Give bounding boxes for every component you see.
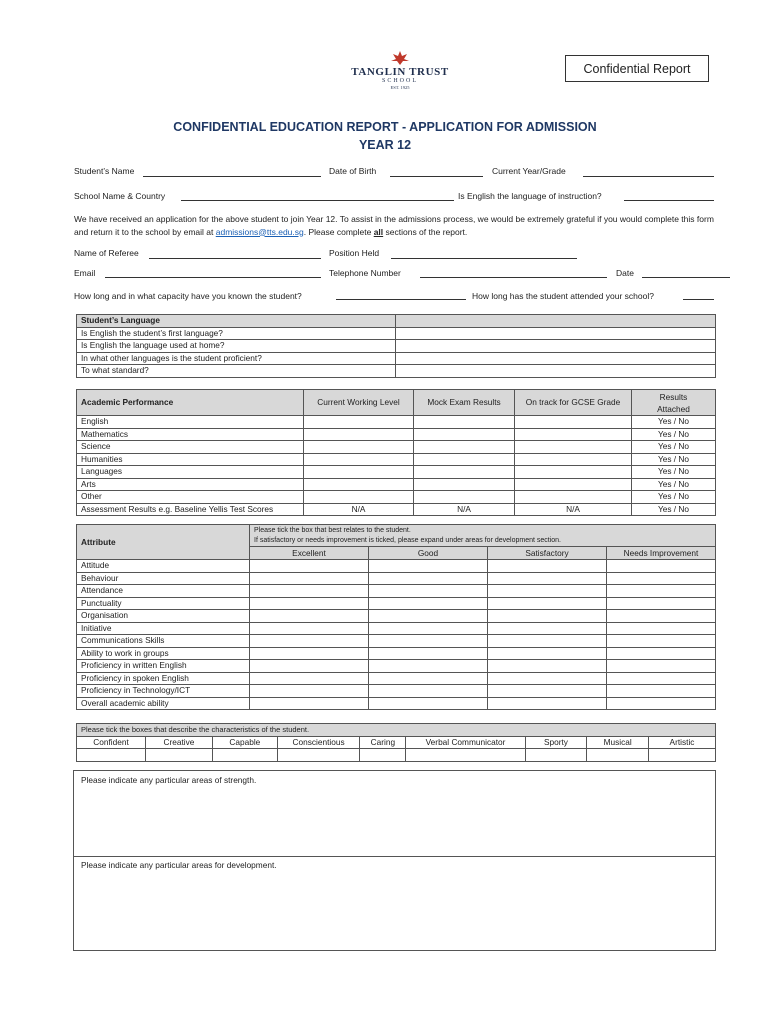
cell[interactable] [515, 491, 632, 504]
tick-cell[interactable] [488, 610, 607, 623]
table-row [77, 685, 716, 698]
tick-cell[interactable] [369, 647, 488, 660]
date-label: Date [616, 268, 634, 278]
attribute-label: Overall academic ability [77, 697, 250, 710]
tick-cell[interactable] [488, 685, 607, 698]
cell[interactable] [414, 491, 515, 504]
table-row [77, 340, 716, 353]
language-question: Is English the language used at home? [77, 340, 396, 353]
academic-header: On track for GCSE Grade [515, 390, 632, 416]
language-answer-cell[interactable] [396, 352, 716, 365]
position-held-label: Position Held [329, 248, 380, 258]
current-year-label: Current Year/Grade [492, 166, 566, 176]
results-attached[interactable]: Yes / No [632, 491, 716, 504]
telephone-field[interactable] [420, 277, 607, 278]
tick-cell[interactable] [369, 560, 488, 573]
tick-cell[interactable] [250, 672, 369, 685]
characteristic-label: Musical [587, 736, 649, 749]
tick-cell[interactable] [488, 635, 607, 648]
attribute-label: Organisation [77, 610, 250, 623]
language-answer-cell[interactable] [396, 327, 716, 340]
language-answer-cell[interactable] [396, 340, 716, 353]
tick-cell[interactable] [369, 610, 488, 623]
characteristics-instruction: Please tick the boxes that describe the characteristics of the student. [77, 724, 716, 737]
tick-cell[interactable] [369, 622, 488, 635]
academic-header: Results Attached [632, 390, 716, 416]
characteristics-table [76, 723, 716, 762]
tick-cell[interactable] [607, 697, 716, 710]
tick-cell[interactable] [488, 622, 607, 635]
subject-label: English [77, 416, 304, 429]
tick-cell[interactable] [250, 635, 369, 648]
table-row [77, 572, 716, 585]
tick-cell[interactable] [607, 622, 716, 635]
english-instruction-label: Is English the language of instruction? [458, 191, 602, 201]
tick-cell[interactable] [369, 597, 488, 610]
table-row [77, 491, 716, 504]
academic-header: Academic Performance [77, 390, 304, 416]
language-table [76, 314, 716, 378]
cell[interactable] [304, 441, 414, 454]
column-header: Needs Improvement [607, 547, 716, 560]
table-row [77, 560, 716, 573]
attribute-instruction: Please tick the box that best relates to the student. If satisfactory or needs improvement is ticked, please expand under areas for development section. [250, 525, 716, 547]
table-row [77, 352, 716, 365]
column-header: Excellent [250, 547, 369, 560]
academic-header: Mock Exam Results [414, 390, 515, 416]
results-attached[interactable]: Yes / No [632, 453, 716, 466]
table-row [77, 453, 716, 466]
subject-label: Arts [77, 478, 304, 491]
cell[interactable] [414, 466, 515, 479]
table-row [77, 697, 716, 710]
attribute-label: Attendance [77, 585, 250, 598]
cell: N/A [414, 503, 515, 516]
subject-label: Mathematics [77, 428, 304, 441]
cell[interactable] [515, 428, 632, 441]
attribute-table [76, 524, 716, 710]
referee-name-field[interactable] [149, 258, 321, 259]
telephone-label: Telephone Number [329, 268, 401, 278]
characteristic-tick-cell[interactable] [649, 749, 716, 762]
email-field[interactable] [105, 277, 321, 278]
cell[interactable] [414, 428, 515, 441]
cell[interactable] [304, 453, 414, 466]
tick-cell[interactable] [607, 572, 716, 585]
cell[interactable] [414, 478, 515, 491]
tick-cell[interactable] [607, 597, 716, 610]
tick-cell[interactable] [250, 597, 369, 610]
results-attached[interactable]: Yes / No [632, 478, 716, 491]
tick-cell[interactable] [488, 660, 607, 673]
language-question: Is English the student’s first language? [77, 327, 396, 340]
attended-school-field[interactable] [683, 299, 714, 300]
attribute-label: Attitude [77, 560, 250, 573]
attribute-label: Punctuality [77, 597, 250, 610]
logo-est: EST. 1925 [390, 85, 410, 90]
attribute-label: Communications Skills [77, 635, 250, 648]
characteristic-tick-cell[interactable] [406, 749, 525, 762]
characteristic-tick-cell[interactable] [360, 749, 406, 762]
results-attached[interactable]: Yes / No [632, 428, 716, 441]
tick-cell[interactable] [369, 572, 488, 585]
cell[interactable] [414, 441, 515, 454]
subject-label: Languages [77, 466, 304, 479]
dob-label: Date of Birth [329, 166, 377, 176]
attribute-label: Ability to work in groups [77, 647, 250, 660]
tick-cell[interactable] [488, 647, 607, 660]
column-header: Good [369, 547, 488, 560]
results-attached[interactable]: Yes / No [632, 441, 716, 454]
table-row [77, 585, 716, 598]
characteristic-label: Capable [212, 736, 277, 749]
known-student-field[interactable] [336, 299, 466, 300]
attribute-label: Behaviour [77, 572, 250, 585]
language-question: To what standard? [77, 365, 396, 378]
attribute-header: Attribute [77, 525, 250, 560]
attribute-label: Initiative [77, 622, 250, 635]
cell[interactable] [414, 416, 515, 429]
table-row [77, 503, 716, 516]
table-row [77, 660, 716, 673]
table-row [77, 622, 716, 635]
characteristic-label: Verbal Communicator [406, 736, 525, 749]
results-attached[interactable]: Yes / No [632, 503, 716, 516]
cell: N/A [304, 503, 414, 516]
column-header: Satisfactory [488, 547, 607, 560]
student-name-label: Student’s Name [74, 166, 135, 176]
characteristic-tick-cell[interactable] [277, 749, 360, 762]
characteristic-tick-cell[interactable] [212, 749, 277, 762]
cell[interactable] [414, 453, 515, 466]
characteristic-label: Artistic [649, 736, 716, 749]
academic-header: Current Working Level [304, 390, 414, 416]
table-row [77, 441, 716, 454]
table-row [77, 647, 716, 660]
table-row [77, 610, 716, 623]
tick-cell[interactable] [250, 610, 369, 623]
tick-cell[interactable] [250, 572, 369, 585]
tick-cell[interactable] [607, 585, 716, 598]
attribute-label: Proficiency in written English [77, 660, 250, 673]
tick-cell[interactable] [488, 585, 607, 598]
characteristic-tick-cell[interactable] [77, 749, 146, 762]
table-row [77, 597, 716, 610]
characteristic-tick-cell[interactable] [146, 749, 213, 762]
subject-label: Other [77, 491, 304, 504]
tick-cell[interactable] [607, 647, 716, 660]
tick-cell[interactable] [369, 660, 488, 673]
cell[interactable] [515, 478, 632, 491]
characteristic-label: Confident [77, 736, 146, 749]
tick-cell[interactable] [250, 622, 369, 635]
cell[interactable] [304, 491, 414, 504]
table-row [77, 635, 716, 648]
position-held-field[interactable] [391, 258, 577, 259]
tick-cell[interactable] [488, 697, 607, 710]
characteristic-label: Conscientious [277, 736, 360, 749]
current-year-field[interactable] [583, 176, 714, 177]
language-table-header: Student’s Language [77, 315, 396, 328]
characteristic-label: Creative [146, 736, 213, 749]
tick-cell[interactable] [607, 685, 716, 698]
results-attached[interactable]: Yes / No [632, 416, 716, 429]
date-field[interactable] [642, 277, 730, 278]
cell[interactable] [304, 466, 414, 479]
tick-cell[interactable] [369, 585, 488, 598]
cell[interactable] [304, 428, 414, 441]
known-student-label: How long and in what capacity have you known the student? [74, 291, 302, 301]
school-country-field[interactable] [181, 200, 454, 201]
attribute-label: Proficiency in Technology/ICT [77, 685, 250, 698]
tick-cell[interactable] [607, 560, 716, 573]
school-country-label: School Name & Country [74, 191, 166, 201]
tick-cell[interactable] [369, 697, 488, 710]
characteristic-tick-cell[interactable] [525, 749, 587, 762]
school-logo [330, 50, 470, 102]
table-row [77, 428, 716, 441]
cell[interactable] [515, 441, 632, 454]
page-title: CONFIDENTIAL EDUCATION REPORT - APPLICATION FOR ADMISSION [173, 120, 597, 134]
tick-cell[interactable] [369, 672, 488, 685]
cell[interactable] [515, 466, 632, 479]
language-answer-cell[interactable] [396, 365, 716, 378]
tick-cell[interactable] [488, 560, 607, 573]
cell[interactable] [304, 478, 414, 491]
tick-cell[interactable] [607, 610, 716, 623]
tick-cell[interactable] [250, 697, 369, 710]
table-row [77, 365, 716, 378]
tick-cell[interactable] [607, 660, 716, 673]
subject-label: Assessment Results e.g. Baseline Yellis Test Scores [77, 503, 304, 516]
cell: N/A [515, 503, 632, 516]
attended-school-label: How long has the student attended your school? [472, 291, 654, 301]
confidential-report-label: Confidential Report [565, 55, 709, 82]
logo-name: TANGLIN TRUST [351, 66, 449, 78]
strengths-development-box [73, 770, 716, 951]
characteristic-label: Sporty [525, 736, 587, 749]
cell[interactable] [515, 453, 632, 466]
subject-label: Humanities [77, 453, 304, 466]
table-row [77, 672, 716, 685]
logo-school: SCHOOL [381, 78, 418, 84]
development-label: Please indicate any particular areas for development. [81, 860, 277, 870]
tick-cell[interactable] [607, 672, 716, 685]
intro-paragraph: We have received an application for the above student to join Year 12. To assist in the admissions process, we would be extremely grateful if you would complete this form and return it to the school by email at admissions@tts.edu.sg. Please complete all sections of the report. [74, 214, 714, 237]
language-question: In what other languages is the student proficient? [77, 352, 396, 365]
table-row [77, 327, 716, 340]
tick-cell[interactable] [250, 585, 369, 598]
results-attached[interactable]: Yes / No [632, 466, 716, 479]
tick-cell[interactable] [488, 572, 607, 585]
tick-cell[interactable] [250, 685, 369, 698]
referee-name-label: Name of Referee [74, 248, 139, 258]
subject-label: Science [77, 441, 304, 454]
dob-field[interactable] [390, 176, 483, 177]
tick-cell[interactable] [250, 647, 369, 660]
english-instruction-field[interactable] [624, 200, 714, 201]
crest-icon [389, 50, 411, 66]
tick-cell[interactable] [369, 635, 488, 648]
characteristic-label: Caring [360, 736, 406, 749]
cell[interactable] [304, 416, 414, 429]
admissions-email-link[interactable]: admissions@tts.edu.sg [215, 226, 304, 237]
cell[interactable] [515, 416, 632, 429]
tick-cell[interactable] [250, 660, 369, 673]
academic-table [76, 389, 716, 516]
characteristic-tick-cell[interactable] [587, 749, 649, 762]
strengths-label: Please indicate any particular areas of strength. [81, 775, 257, 785]
email-label: Email [74, 268, 96, 278]
table-row [77, 416, 716, 429]
tick-cell[interactable] [488, 597, 607, 610]
student-name-field[interactable] [143, 176, 321, 177]
tick-cell[interactable] [369, 685, 488, 698]
table-row [77, 466, 716, 479]
page-subtitle: YEAR 12 [358, 138, 412, 152]
tick-cell[interactable] [488, 672, 607, 685]
tick-cell[interactable] [607, 635, 716, 648]
tick-cell[interactable] [250, 560, 369, 573]
table-row [77, 478, 716, 491]
attribute-label: Proficiency in spoken English [77, 672, 250, 685]
